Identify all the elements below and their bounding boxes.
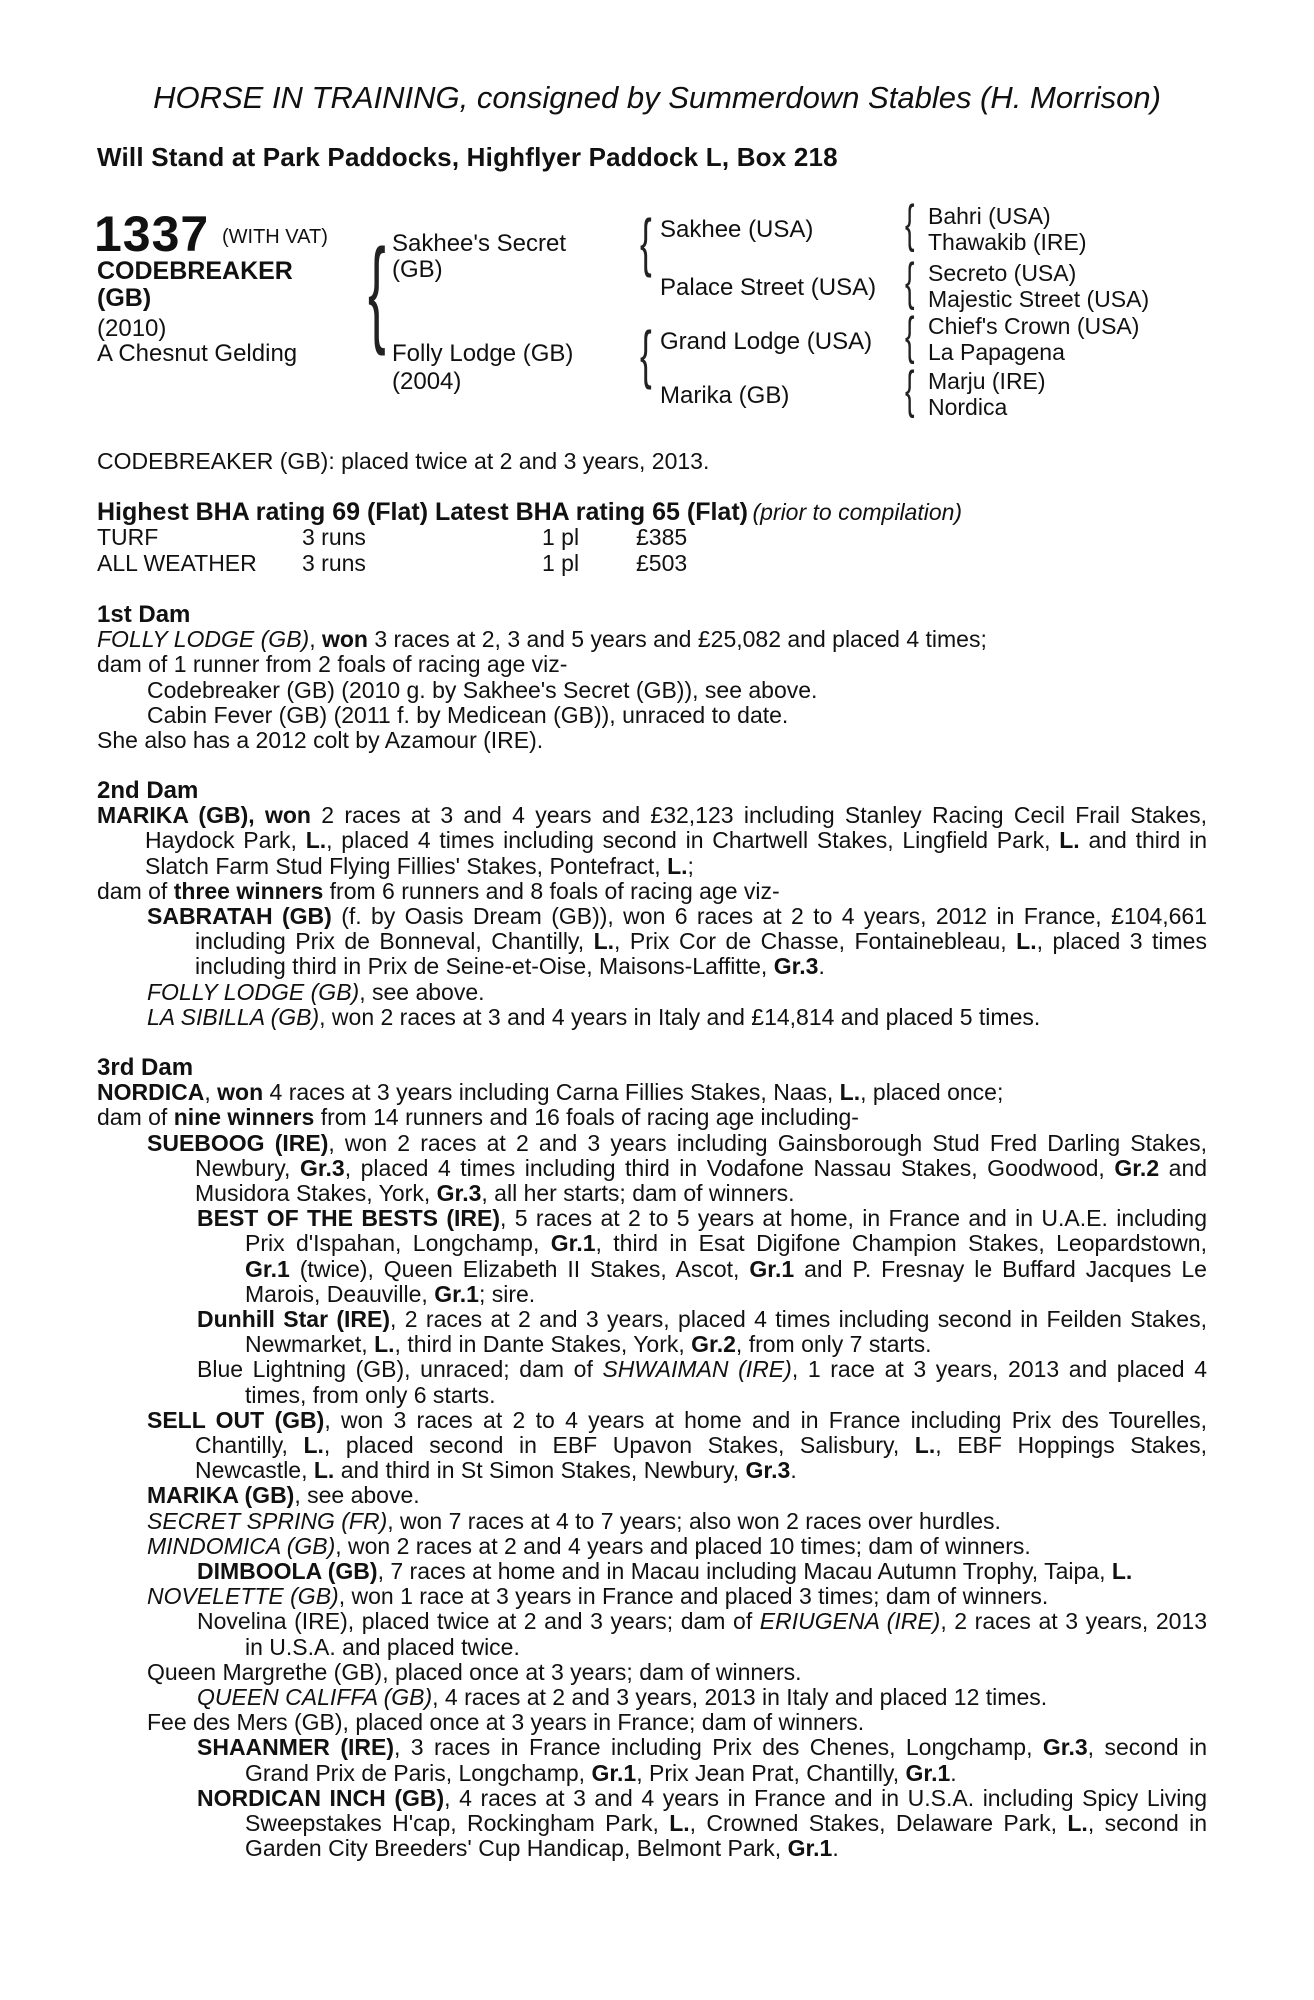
pedigree-brace-sire: { xyxy=(640,206,652,278)
pedigree-sire-suffix: (GB) xyxy=(392,256,443,283)
record-surface-2: ALL WEATHER xyxy=(97,550,257,576)
foal-sell-out: SELL OUT (GB), won 3 races at 2 to 4 years at home and in France including Prix des Tourelles, Chantilly, L., placed second in EBF Upavon Stakes, Salisbury, L., EBF Hoppings Stakes, Newcastle, L. and third in St Simon Stakes, Newbury, Gr.3. xyxy=(147,1406,1208,1484)
horse-name xyxy=(97,258,293,312)
pedigree-dam-year: (2004) xyxy=(392,368,462,395)
horse-name-line2: (GB) xyxy=(97,284,152,312)
pedigree-dam-dam: Marika (GB) xyxy=(660,382,790,409)
pedigree-gg-5: Chief's Crown (USA) xyxy=(928,313,1140,339)
first-dam-line: FOLLY LODGE (GB), won 3 races at 2, 3 and 5 years and £25,082 and placed 4 times; xyxy=(97,626,987,653)
pedigree-brace-dam: { xyxy=(640,318,652,390)
bha-rating-note: (prior to compilation) xyxy=(752,499,963,525)
second-dam-section xyxy=(97,778,1207,1030)
pedigree-gg-2: Thawakib (IRE) xyxy=(928,229,1087,255)
foal-secret-spring: SECRET SPRING (FR), won 7 races at 4 to 7 years; also won 2 races over hurdles. xyxy=(147,1507,1001,1534)
pedigree-dam-sire: Grand Lodge (USA) xyxy=(660,328,873,355)
pedigree-brace-g4: { xyxy=(905,361,915,419)
second-dam-foal-sabratah: SABRATAH (GB) (f. by Oasis Dream (GB)), won 6 races at 2 to 4 years, 2012 in France, £104,661 including Prix de Bonneval, Chantilly, L., Prix Cor de Chasse, Fontainebleau, L., placed 3 times including third in Prix de Seine-et-Oise, Maisons-Laffitte, Gr.3. xyxy=(147,903,1208,980)
first-dam-section xyxy=(97,602,1207,753)
third-dam-heading: 3rd Dam xyxy=(97,1054,194,1081)
record-amount-1: £385 xyxy=(636,524,688,550)
second-dam-heading: 2nd Dam xyxy=(97,777,199,804)
first-dam-note: She also has a 2012 colt by Azamour (IRE). xyxy=(97,727,544,754)
bha-rating-text: Highest BHA rating 69 (Flat) Latest BHA rating 65 (Flat) xyxy=(97,498,748,526)
pedigree-sire-sire: Sakhee (USA) xyxy=(660,216,814,243)
foal-shaanmer: SHAANMER (IRE), 3 races in France including Prix des Chenes, Longchamp, Gr.3, second in Grand Prix de Paris, Longchamp, Gr.1, Prix Jean Prat, Chantilly, Gr.1. xyxy=(197,1734,1207,1786)
pedigree-sire: Sakhee's Secret xyxy=(392,230,567,257)
record-runs-2: 3 runs xyxy=(302,550,366,576)
foal-nordican-inch: NORDICAN INCH (GB), 4 races at 3 and 4 years in France and in U.S.A. including Spicy Living Sweepstakes H'cap, Rockingham Park, L., Crowned Stakes, Delaware Park, L., second in Garden City Breeders' Cup Handicap, Belmont Park, Gr.1. xyxy=(197,1784,1207,1862)
second-dam-foal-folly: FOLLY LODGE (GB), see above. xyxy=(147,978,485,1005)
foal-blue-lightning: Blue Lightning (GB), unraced; dam of SHWAIMAN (IRE), 1 race at 3 years, 2013 and placed 4 times, from only 6 starts. xyxy=(197,1356,1207,1408)
record-runs-1: 3 runs xyxy=(302,524,366,550)
second-dam-produce: dam of three winners from 6 runners and 8 foals of racing age viz- xyxy=(97,877,780,904)
first-dam-heading: 1st Dam xyxy=(97,601,191,628)
foal-mindomica: MINDOMICA (GB), won 2 races at 2 and 4 years and placed 10 times; dam of winners. xyxy=(147,1532,1031,1559)
foal-queen-margrethe: Queen Margrethe (GB), placed once at 3 years; dam of winners. xyxy=(147,1658,802,1685)
second-dam-record: MARIKA (GB), won 2 races at 3 and 4 years and £32,123 including Stanley Racing Cecil Frail Stakes, Haydock Park, L., placed 4 times including second in Chartwell Stakes, Lingfield Park, L. and third in Slatch Farm Stud Flying Fillies' Stakes, Pontefract, L.; xyxy=(97,802,1207,879)
pedigree-brace-main: { xyxy=(368,225,386,357)
foal-dimboola: DIMBOOLA (GB), 7 races at home and in Macau including Macau Autumn Trophy, Taipa, L. xyxy=(197,1558,1133,1585)
second-dam-foal-sibilla: LA SIBILLA (GB), won 2 races at 3 and 4 years in Italy and £14,814 and placed 5 times. xyxy=(147,1003,1041,1030)
record-pl-2: 1 pl xyxy=(542,550,580,576)
lot-number: 1337 xyxy=(94,206,210,262)
first-dam-produce: dam of 1 runner from 2 foals of racing age viz- xyxy=(97,651,568,678)
foal-queen-califfa: QUEEN CALIFFA (GB), 4 races at 2 and 3 years, 2013 in Italy and placed 12 times. xyxy=(197,1684,1048,1711)
foal-best-of-the-bests: BEST OF THE BESTS (IRE), 5 races at 2 to 5 years at home, in France and in U.A.E. including Prix d'Ispahan, Longchamp, Gr.1, third in Esat Digifone Champion Stakes, Leopardstown, Gr.1 (twice), Queen Elizabeth II Stakes, Ascot, Gr.1 and P. Fresnay le Buffard Jacques Le Marois, Deauville, Gr.1; sire. xyxy=(197,1205,1207,1307)
pedigree-brace-g1: { xyxy=(905,195,915,253)
record-surface-1: TURF xyxy=(97,524,159,550)
third-dam-produce: dam of nine winners from 14 runners and 16 foals of racing age including- xyxy=(97,1104,859,1131)
pedigree-gg-4: Majestic Street (USA) xyxy=(928,286,1150,312)
record-pl-1: 1 pl xyxy=(542,524,580,550)
foal-sueboog: SUEBOOG (IRE), won 2 races at 2 and 3 years including Gainsborough Stud Fred Darling Stakes, Newbury, Gr.3, placed 4 times including third in Vodafone Nassau Stakes, Goodwood, Gr.2 and Musidora Stakes, York, Gr.3, all her starts; dam of winners. xyxy=(147,1129,1208,1207)
first-dam-foal-2: Cabin Fever (GB) (2011 f. by Medicean (GB)), unraced to date. xyxy=(147,701,789,728)
foal-fee-des-mers: Fee des Mers (GB), placed once at 3 years in France; dam of winners. xyxy=(147,1709,865,1736)
pedigree-gg-1: Bahri (USA) xyxy=(928,203,1051,229)
record-amount-2: £503 xyxy=(636,550,688,576)
pedigree-brace-g2: { xyxy=(905,253,915,311)
lot-vat: (WITH VAT) xyxy=(222,226,328,248)
foal-novelina: Novelina (IRE), placed twice at 2 and 3 years; dam of ERIUGENA (IRE), 2 races at 3 years, 2013 in U.S.A. and placed twice. xyxy=(197,1608,1207,1660)
catalogue-header: HORSE IN TRAINING, consigned by Summerdown Stables (H. Morrison) xyxy=(153,80,1161,115)
pedigree-dam: Folly Lodge (GB) xyxy=(392,340,574,367)
race-summary: CODEBREAKER (GB): placed twice at 2 and 3 years, 2013. xyxy=(97,448,710,474)
pedigree-gg-8: Nordica xyxy=(928,394,1008,420)
pedigree-gg-7: Marju (IRE) xyxy=(928,368,1046,394)
first-dam-foal-1: Codebreaker (GB) (2010 g. by Sakhee's Secret (GB)), see above. xyxy=(147,676,818,703)
third-dam-record: NORDICA, won 4 races at 3 years including Carna Fillies Stakes, Naas, L., placed once; xyxy=(97,1079,1004,1106)
pedigree-sire-dam: Palace Street (USA) xyxy=(660,274,877,301)
stand-location: Will Stand at Park Paddocks, Highflyer Paddock L, Box 218 xyxy=(97,142,838,172)
pedigree-gg-3: Secreto (USA) xyxy=(928,260,1077,286)
horse-year: (2010) xyxy=(97,315,167,342)
foal-novelette: NOVELETTE (GB), won 1 race at 3 years in France and placed 3 times; dam of winners. xyxy=(147,1583,1049,1610)
horse-name-line1: CODEBREAKER xyxy=(97,257,293,285)
horse-description: A Chesnut Gelding xyxy=(97,340,298,367)
pedigree-gg-6: La Papagena xyxy=(928,339,1065,365)
bha-rating xyxy=(97,498,962,527)
third-dam-section xyxy=(97,1055,1207,1862)
pedigree-brace-g3: { xyxy=(905,307,915,365)
foal-dunhill-star: Dunhill Star (IRE), 2 races at 2 and 3 years, placed 4 times including second in Feilden Stakes, Newmarket, L., third in Dante Stakes, York, Gr.2, from only 7 starts. xyxy=(197,1306,1207,1358)
foal-marika: MARIKA (GB), see above. xyxy=(147,1482,420,1509)
